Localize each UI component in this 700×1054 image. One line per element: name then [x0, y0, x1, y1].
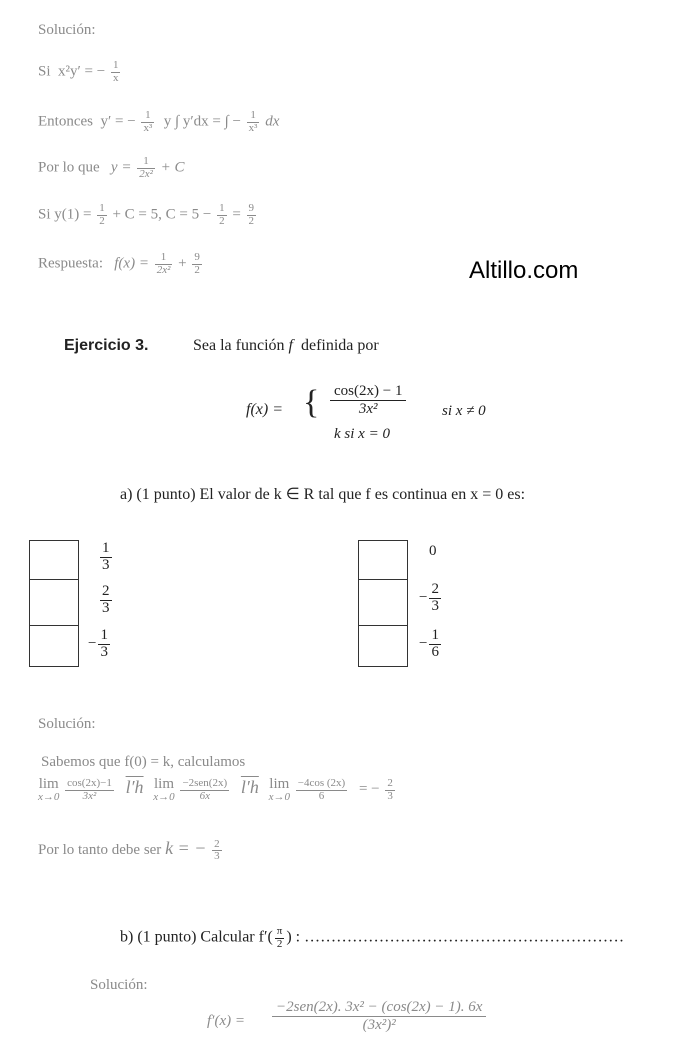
option-box-left-1[interactable]	[29, 540, 79, 580]
sign: −	[419, 589, 428, 606]
fraction: $\frac{2}{3}$	[431, 581, 439, 614]
exercise-intro	[193, 337, 379, 355]
fraction: $\frac{1}{\text{x³}}$	[143, 109, 153, 134]
lhopital-mark: l′h	[240, 777, 259, 798]
fraction: $\frac{1}{3}$	[102, 540, 110, 573]
fraction: $\frac{\cos(2x)-1}{\text{3x²}}$	[67, 776, 112, 802]
math-expr: k = −	[165, 838, 207, 858]
fraction: $\frac{\pi}{2}$	[276, 925, 283, 950]
math-expr: f(x) =	[114, 255, 149, 272]
part-a-question: a) (1 punto) El valor de k ∈ R tal que f es continua en x = 0 es:	[120, 486, 526, 503]
option-left-3-label	[88, 628, 112, 661]
math-expr: =	[232, 206, 241, 223]
fraction: $\frac{\text{−2sen(2x). 3x² − (cos(2x) − 1). 6x}}{\text{(3x²)²}}$	[272, 999, 486, 1035]
fraction: $\frac{1}{\text{2x²}}$	[139, 155, 153, 180]
solution-line-4	[38, 203, 258, 227]
fraction: $\frac{-4\cos (2x)}{6}$	[297, 776, 346, 802]
text: b) (1 punto) Calcular f′(	[120, 928, 273, 946]
derivative-lhs: f′(x) =	[207, 1013, 245, 1029]
math-expr: y =	[110, 159, 132, 176]
solution-heading-3: Solución:	[90, 977, 148, 993]
limit-1: lim x→0	[38, 776, 60, 803]
lhopital-mark: l′h	[125, 777, 144, 798]
fraction: $\frac{1}{\text{x³}}$	[248, 109, 258, 134]
option-right-2-label	[419, 582, 443, 615]
fraction: $\frac{2}{3}$	[387, 776, 393, 802]
solution-heading-1: Solución:	[38, 22, 96, 38]
part-b-question	[120, 926, 624, 950]
definition-lhs: f(x) =	[246, 401, 283, 418]
exercise-title: Ejercicio 3.	[64, 337, 149, 354]
math-expr: = −	[358, 781, 380, 798]
fraction: $\frac{1}{\text{2x²}}$	[156, 251, 171, 276]
option-right-3-label	[419, 628, 443, 661]
solution-2-line-1: Sabemos que f(0) = k, calculamos	[41, 754, 246, 770]
definition-case-1	[330, 383, 406, 419]
text: Sea la función	[193, 337, 285, 354]
fraction: $\frac{\cos(2x) - 1}{\text{3x²}}$	[330, 383, 406, 419]
limit-3: lim x→0	[268, 776, 290, 803]
text: Por lo que	[38, 159, 100, 176]
definition-case-2: k si x = 0	[334, 426, 390, 442]
math-expr: dx	[265, 113, 280, 130]
sign: −	[88, 635, 97, 652]
solution-heading-2: Solución:	[38, 716, 96, 732]
fraction: $\frac{\text{−2sen(2x)}}{6x}$	[182, 776, 228, 802]
solution-2-conclusion	[38, 838, 224, 863]
option-box-right-3[interactable]	[358, 625, 408, 667]
math-expr: x²y′ = −	[58, 63, 106, 80]
math-expr: y(1) =	[54, 206, 92, 223]
fraction: $\frac{1}{2}$	[219, 202, 225, 227]
option-box-right-2[interactable]	[358, 579, 408, 626]
option-box-left-2[interactable]	[29, 579, 79, 626]
math-expr: f	[288, 337, 293, 354]
fraction: $\frac{1}{6}$	[431, 627, 439, 660]
text: Por lo tanto debe ser	[38, 842, 162, 858]
solution-line-1	[38, 60, 122, 84]
derivative-rhs	[272, 999, 486, 1035]
option-right-1-label: 0	[429, 543, 437, 559]
math-expr: +	[178, 255, 187, 272]
fraction: $\frac{1}{3}$	[100, 627, 108, 660]
fraction: $\frac{9}{2}$	[194, 251, 200, 276]
definition-condition-1: si x ≠ 0	[442, 403, 486, 419]
fraction: $\frac{9}{2}$	[248, 202, 255, 227]
text: Si	[38, 63, 51, 80]
solution-line-3	[38, 156, 185, 180]
math-expr: y′ = −	[100, 113, 136, 130]
watermark-logo: Altillo.com	[469, 257, 579, 284]
option-box-left-3[interactable]	[29, 625, 79, 667]
text: Respuesta:	[38, 255, 103, 272]
sign: −	[419, 635, 428, 652]
option-box-right-1[interactable]	[358, 540, 408, 580]
solution-line-2	[38, 110, 279, 134]
option-left-1-label	[98, 541, 114, 574]
text: Entonces	[38, 113, 93, 130]
math-expr: + C = 5, C = 5 −	[112, 206, 212, 223]
brace: {	[303, 384, 320, 421]
math-expr: y ∫ y′dx = ∫ −	[163, 113, 241, 130]
fraction: $\frac{2}{3}$	[102, 583, 110, 616]
solution-answer	[38, 252, 204, 276]
fraction: $\frac{1}{x}$	[112, 59, 119, 84]
limit-2: lim x→0	[153, 776, 175, 803]
fraction: $\frac{1}{2}$	[99, 202, 105, 227]
fraction: $\frac{2}{3}$	[214, 837, 220, 863]
text: definida por	[300, 337, 379, 354]
text: ) : ……………………………………………………	[286, 928, 625, 946]
math-expr: + C	[160, 159, 185, 176]
limit-chain	[38, 777, 397, 803]
text: Si	[38, 206, 51, 223]
option-left-2-label	[98, 584, 114, 617]
